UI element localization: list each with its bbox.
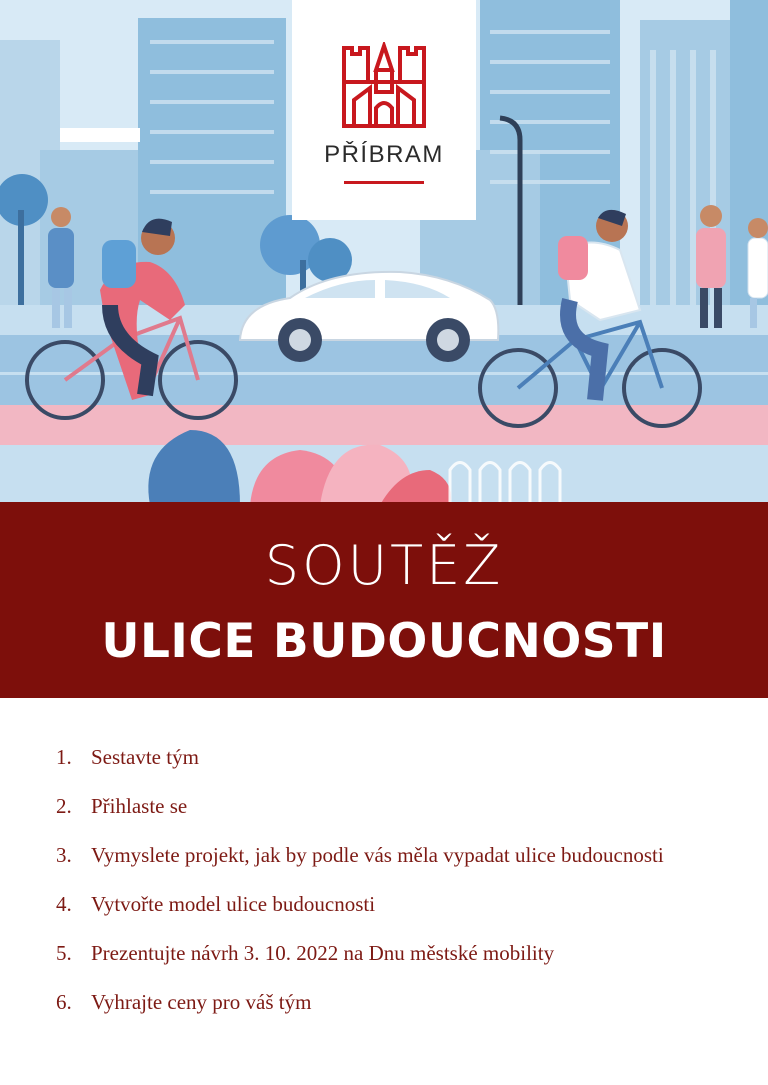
town-emblem-icon xyxy=(340,42,428,130)
logo xyxy=(292,0,476,220)
step-text: Vyhrajte ceny pro váš tým xyxy=(91,990,312,1014)
step-text: Sestavte tým xyxy=(91,745,199,769)
step-text: Vytvořte model ulice budoucnosti xyxy=(91,892,376,916)
banner-subtitle: ULICE BUDOUCNOSTI xyxy=(101,614,667,669)
steps-list xyxy=(56,742,716,1036)
step-text: Přihlaste se xyxy=(91,794,188,818)
list-item xyxy=(56,791,716,821)
list-item xyxy=(56,840,716,870)
step-number: 3. xyxy=(56,843,72,867)
list-item xyxy=(56,938,716,968)
brand-underline xyxy=(344,181,424,184)
step-text: Prezentujte návrh 3. 10. 2022 na Dnu městské mobility xyxy=(91,941,555,965)
step-number: 1. xyxy=(56,745,72,769)
title-banner xyxy=(0,502,768,698)
banner-title: SOUTĚŽ xyxy=(264,534,504,597)
step-number: 4. xyxy=(56,892,72,916)
step-number: 2. xyxy=(56,794,72,818)
step-number: 5. xyxy=(56,941,72,965)
list-item xyxy=(56,987,716,1017)
list-item xyxy=(56,742,716,772)
step-text: Vymyslete projekt, jak by podle vás měla vypadat ulice budoucnosti xyxy=(91,843,664,867)
street-illustration xyxy=(0,0,768,505)
list-item xyxy=(56,889,716,919)
brand-name: PŘÍBRAM xyxy=(324,141,444,168)
step-number: 6. xyxy=(56,990,72,1014)
